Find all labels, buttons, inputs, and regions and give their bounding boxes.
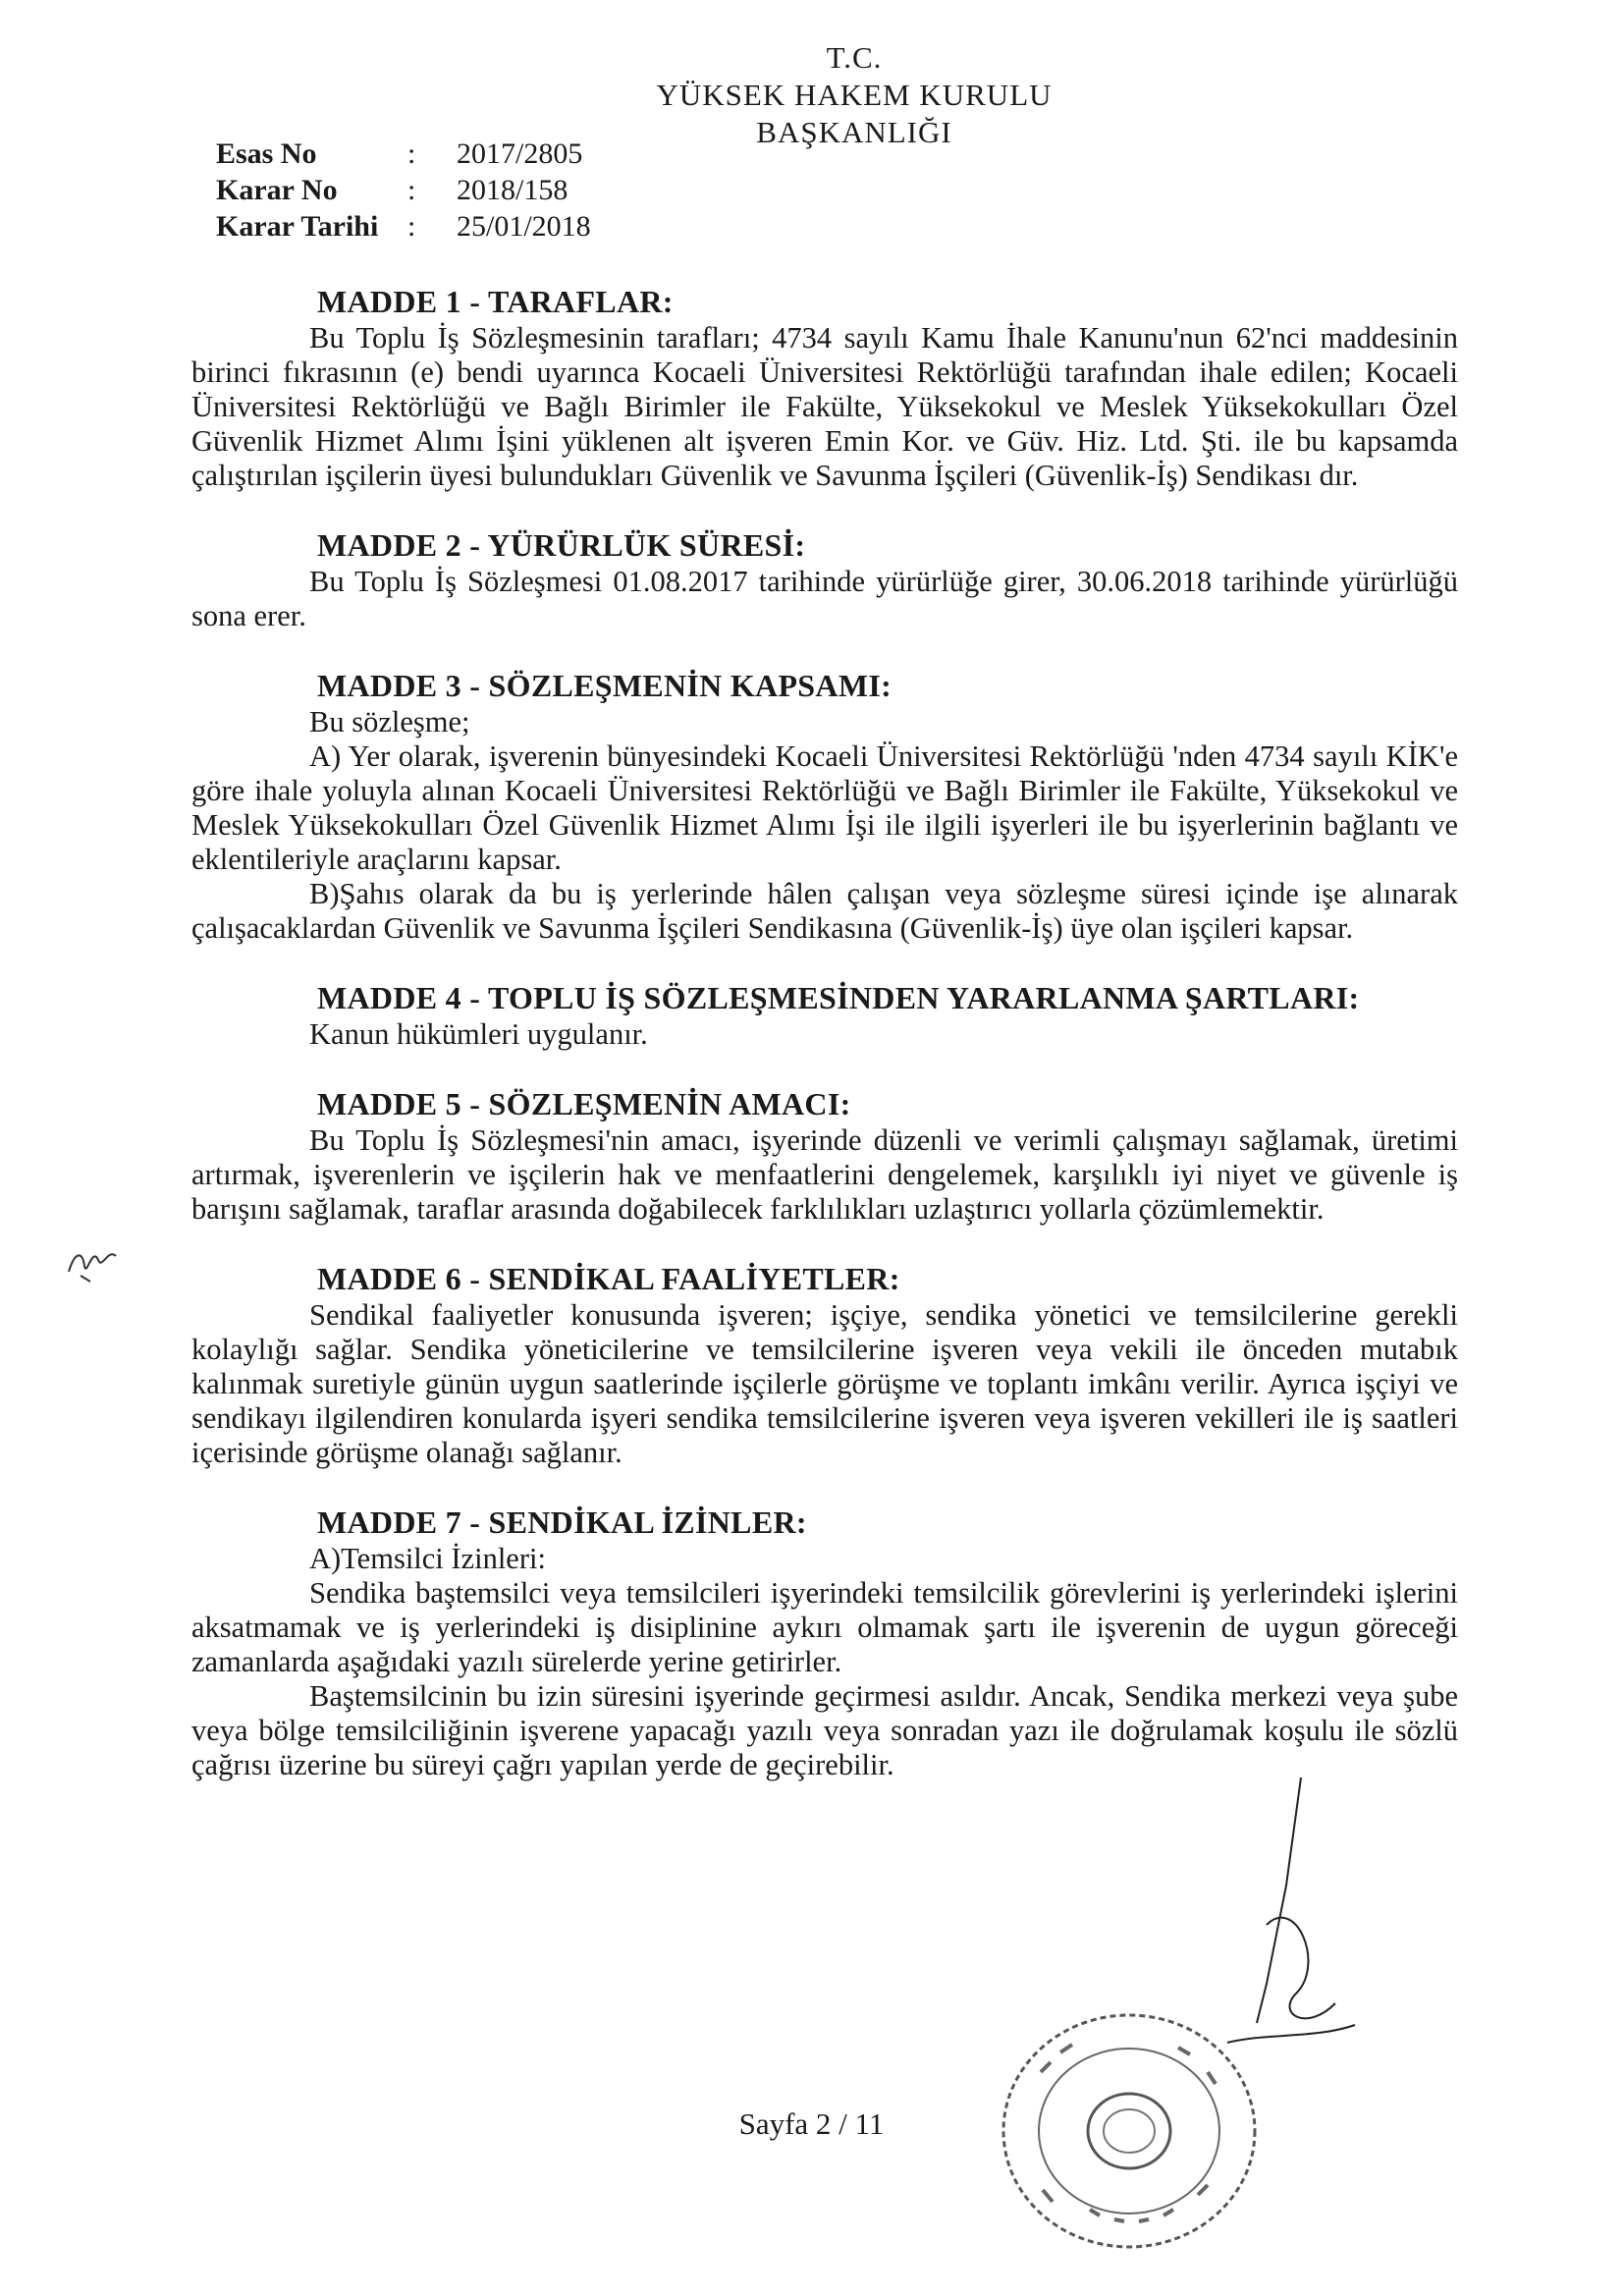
meta-label: Esas No [216, 137, 317, 170]
meta-sep: : [407, 174, 416, 206]
page-number: Sayfa 2 / 11 [738, 2106, 885, 2141]
article-title: MADDE 1 - TARAFLAR: [317, 284, 674, 319]
article-paragraph: Sendika baştemsilci veya temsilcileri işyerindeki temsilcilik görevlerini iş yerlerindeki işlerini aksatmamak ve iş yerlerindeki iş disiplinine aykırı olmamak şartı ile işverenin de uygun göreceği zamanlarda aşağıdaki yazılı sürelerde yerine getirirler. [191, 1576, 1458, 1678]
article-6 [191, 1262, 1458, 1470]
meta-label: Karar No [216, 174, 338, 206]
article-paragraph: A) Yer olarak, işverenin bünyesindeki Kocaeli Üniversitesi Rektörlüğü 'nden 4734 sayılı KİK'e göre ihale yoluyla alınan Kocaeli Üniversitesi Rektörlüğü ve Bağlı Birimler ile Fakülte, Yüksekokul ve Meslek Yüksekokulları Özel Güvenlik Hizmet Alımı İşi ile ilgili işyerleri ile bu işyerlerinin bağlantı ve eklentileriyle araçlarını kapsar. [191, 739, 1458, 876]
header-line-2: YÜKSEK HAKEM KURULU [656, 78, 1053, 112]
header-line-1: T.C. [826, 40, 883, 75]
meta-value: 2017/2805 [457, 137, 583, 170]
meta-sep: : [407, 137, 416, 170]
article-title: MADDE 4 - TOPLU İŞ SÖZLEŞMESİNDEN YARARLANMA ŞARTLARI: [317, 980, 1360, 1015]
case-metadata [216, 136, 591, 245]
article-paragraph: Baştemsilcinin bu izin süresini işyerinde geçirmesi asıldır. Ancak, Sendika merkezi veya şube veya bölge temsilciliğinin işverene yapacağı yazılı veya sonradan yazı ile doğrulamak koşulu ile sözlü çağrısı üzerine bu süreyi çağrı yapılan yerde de geçirebilir. [191, 1679, 1458, 1781]
article-title: MADDE 2 - YÜRÜRLÜK SÜRESİ: [317, 527, 806, 563]
article-paragraph: Bu Toplu İş Sözleşmesi'nin amacı, işyerinde düzenli ve verimli çalışmayı sağlamak, üretimi artırmak, işverenlerin ve işçilerin hak ve menfaatlerini dengelemek, karşılıklı iyi niyet ve güvenle iş barışını sağlamak, taraflar arasında doğabilecek farklılıkları uzlaştırıcı yollarla çözümlemektir. [191, 1123, 1458, 1226]
article-title: MADDE 3 - SÖZLEŞMENİN KAPSAMI: [317, 668, 893, 703]
official-stamp [982, 1994, 1276, 2269]
article-intro: Bu sözleşme; [309, 705, 470, 738]
article-5 [191, 1087, 1458, 1227]
article-paragraph: B)Şahıs olarak da bu iş yerlerinde hâlen çalışan veya sözleşme süresi içinde işe alınarak çalışacaklardan Güvenlik ve Savunma İşçileri Sendikasına (Güvenlik-İş) üye olan işçileri kapsar. [191, 877, 1458, 945]
article-title: MADDE 5 - SÖZLEŞMENİN AMACI: [317, 1086, 851, 1121]
article-paragraph: Bu Toplu İş Sözleşmesinin tarafları; 4734 sayılı Kamu İhale Kanunu'nun 62'nci maddesinin birinci fıkrasının (e) bendi uyarınca Kocaeli Üniversitesi Rektörlüğü tarafından ihale edilen; Kocaeli Üniversitesi Rektörlüğü ve Bağlı Birimler ile Fakülte, Yüksekokul ve Meslek Yüksekokulları Özel Güvenlik Hizmet Alımı İşini yüklenen alt işveren Emin Kor. ve Güv. Hiz. Ltd. Şti. ile bu kapsamda çalıştırılan işçilerin üyesi bulundukları Güvenlik ve Savunma İşçileri (Güvenlik-İş) Sendikası dır. [191, 321, 1458, 492]
margin-initials [61, 1232, 130, 1291]
article-paragraph: Sendikal faaliyetler konusunda işveren; işçiye, sendika yönetici ve temsilcilerine gerekli kolaylığı sağlar. Sendika yöneticilerine ve temsilcilerine işveren veya vekili ile önceden mutabık kalınmak suretiyle günün uygun saatlerinde işçilerle görüşme ve toplantı imkânı verilir. Ayrıca işçiyi ve sendikayı ilgilendiren konularda işyeri sendika temsilcilerine işveren veya işveren vekilleri ile iş saatleri içerisinde görüşme olanağı sağlanır. [191, 1298, 1458, 1469]
article-4 [191, 981, 1458, 1052]
article-paragraph: Bu Toplu İş Sözleşmesi 01.08.2017 tarihinde yürürlüğe girer, 30.06.2018 tarihinde yürürlüğü sona erer. [191, 565, 1458, 632]
header-line-3: BAŞKANLIĞI [756, 115, 952, 149]
meta-sep: : [407, 210, 416, 243]
meta-value: 2018/158 [457, 174, 568, 206]
article-1 [191, 285, 1458, 493]
meta-value: 25/01/2018 [457, 210, 591, 243]
meta-label: Karar Tarihi [216, 210, 379, 243]
article-2 [191, 528, 1458, 633]
document-body [191, 285, 1458, 1818]
article-3 [191, 669, 1458, 946]
article-intro: A)Temsilci İzinleri: [309, 1542, 546, 1575]
article-7 [191, 1505, 1458, 1782]
article-intro: Kanun hükümleri uygulanır. [309, 1017, 648, 1051]
meta-row-karar [216, 172, 591, 208]
article-title: MADDE 7 - SENDİKAL İZİNLER: [317, 1504, 807, 1540]
article-title: MADDE 6 - SENDİKAL FAALİYETLER: [317, 1261, 900, 1296]
institution-header [609, 39, 1100, 151]
meta-row-tarih [216, 208, 591, 245]
meta-row-esas [216, 136, 591, 172]
